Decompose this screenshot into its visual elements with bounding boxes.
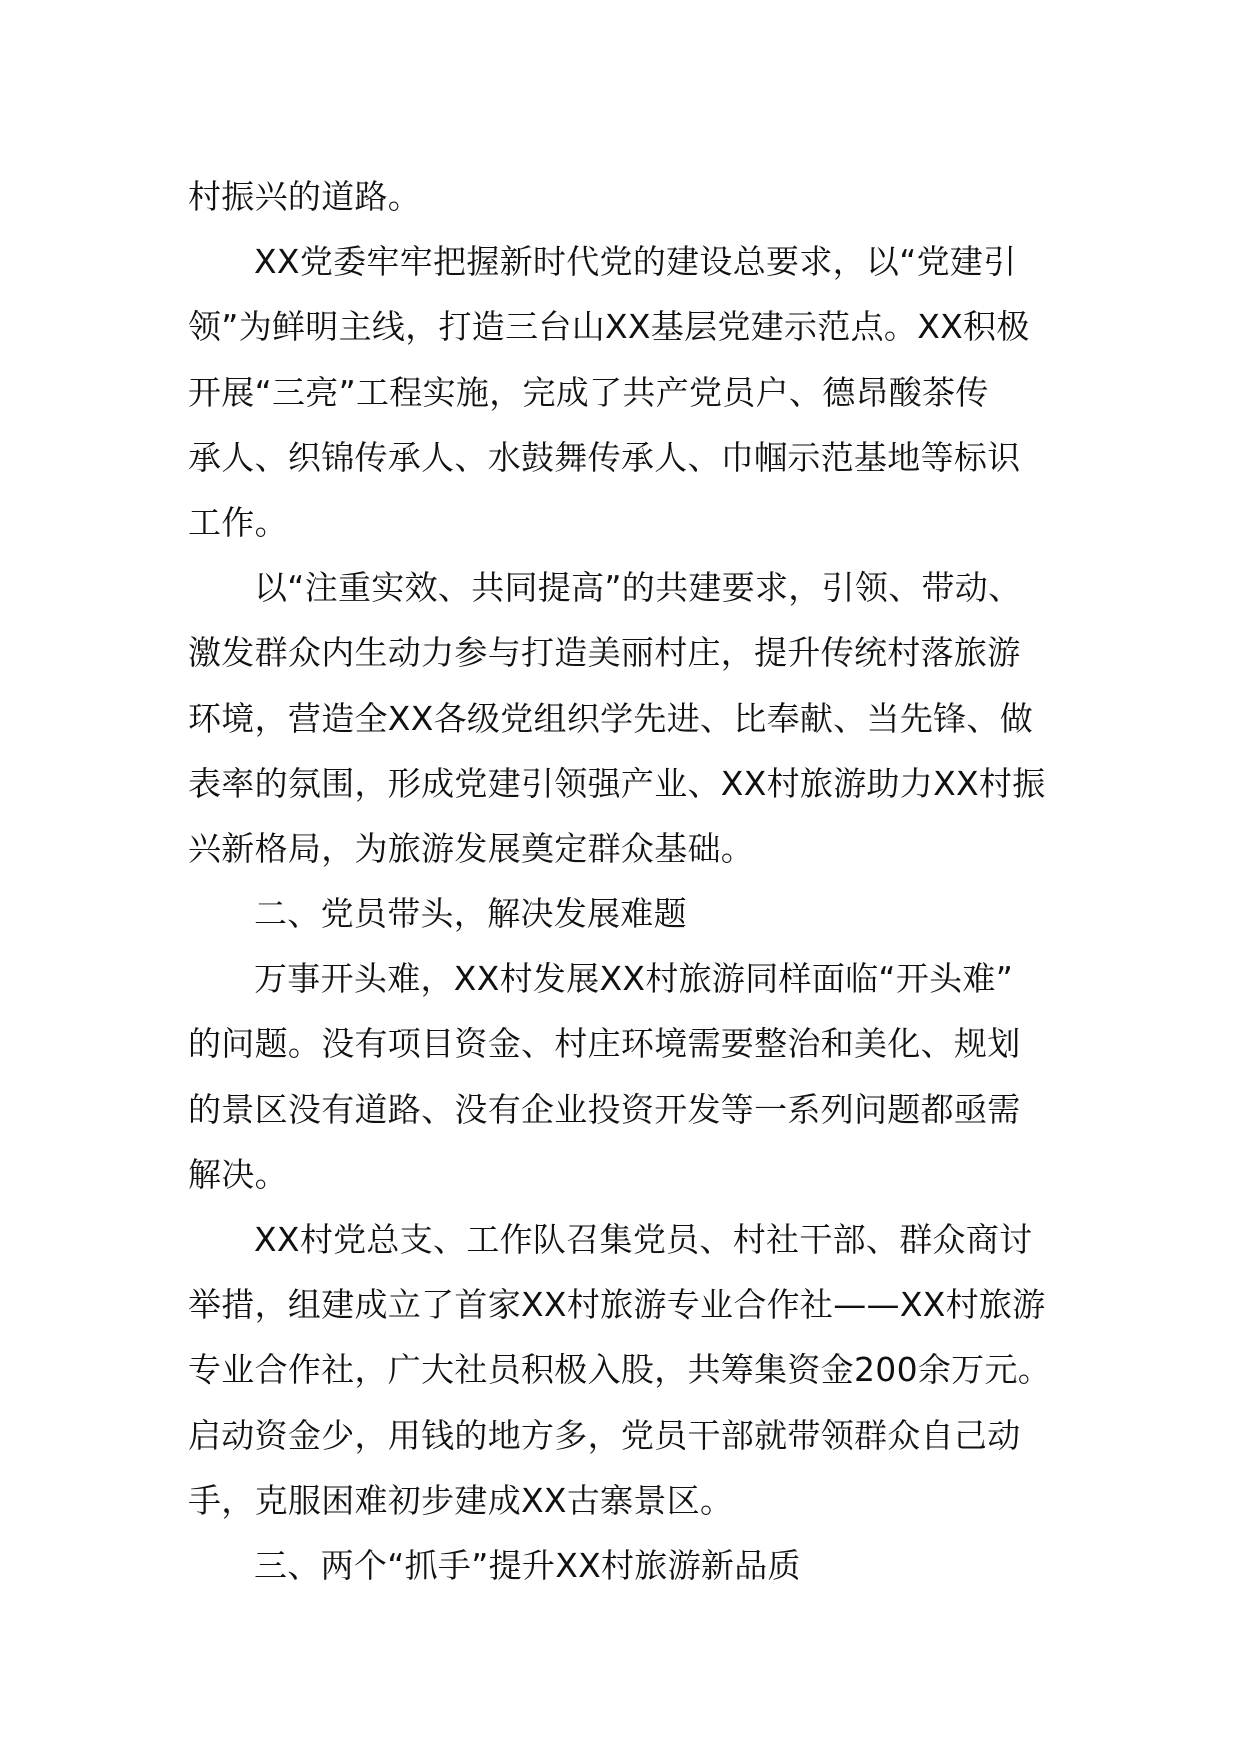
text-line: 环境，营造全XX各级党组织学先进、比奉献、当先锋、做 bbox=[188, 698, 1034, 738]
text-line: 领”为鲜明主线，打造三台山XX基层党建示范点。XX积极 bbox=[188, 307, 1030, 347]
text-line: 手，克服困难初步建成XX古寨景区。 bbox=[188, 1480, 734, 1520]
paragraph-start-line: 以“注重实效、共同提高”的共建要求，引领、带动、 bbox=[254, 568, 1022, 608]
text-line: 解决。 bbox=[188, 1154, 288, 1194]
section-heading: 二、党员带头，解决发展难题 bbox=[254, 894, 687, 934]
text-line: 工作。 bbox=[188, 502, 288, 542]
text-line: 村振兴的道路。 bbox=[188, 177, 422, 216]
text-line: 启动资金少，用钱的地方多，党员干部就带领群众自己动 bbox=[188, 1415, 1021, 1455]
text-line: 开展“三亮”工程实施，完成了共产党员户、德昂酸茶传 bbox=[188, 372, 989, 412]
text-line: 承人、织锦传承人、水鼓舞传承人、巾帼示范基地等标识 bbox=[188, 437, 1021, 477]
paragraph-start-line: 万事开头难，XX村发展XX村旅游同样面临“开头难” bbox=[254, 959, 1014, 999]
paragraph-start-line: XX党委牢牢把握新时代党的建设总要求，以“党建引 bbox=[254, 242, 1017, 282]
text-line: 兴新格局，为旅游发展奠定群众基础。 bbox=[188, 828, 755, 868]
paragraph-start-line: XX村党总支、工作队召集党员、村社干部、群众商讨 bbox=[254, 1220, 1033, 1259]
text-line: 的景区没有道路、没有企业投资开发等一系列问题都亟需 bbox=[188, 1089, 1021, 1129]
text-line: 的问题。没有项目资金、村庄环境需要整治和美化、规划 bbox=[188, 1024, 1021, 1064]
text-line: 举措，组建成立了首家XX村旅游专业合作社——XX村旅游 bbox=[188, 1285, 1046, 1325]
text-line: 专业合作社，广大社员积极入股，共筹集资金200余万元。 bbox=[188, 1350, 1052, 1390]
text-line: 激发群众内生动力参与打造美丽村庄，提升传统村落旅游 bbox=[188, 633, 1021, 673]
text-line: 表率的氛围，形成党建引领强产业、XX村旅游助力XX村振 bbox=[188, 763, 1046, 803]
section-heading: 三、两个“抓手”提升XX村旅游新品质 bbox=[254, 1545, 801, 1585]
document-body bbox=[188, 164, 1068, 1598]
